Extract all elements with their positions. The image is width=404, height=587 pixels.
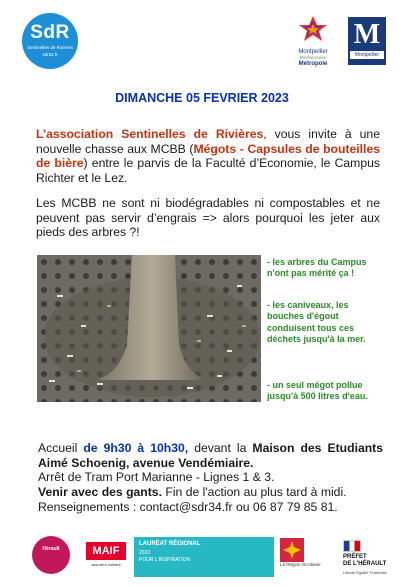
intro-text-2: ) entre le parvis de la Faculté d’Economie, le Campus Richter et le Lez. [36, 156, 380, 185]
laureat-line3: POUR L'INSPIRATION [139, 557, 191, 563]
tram-info: Arrêt de Tram Port Marianne - Lignes 1 & 3. [38, 470, 275, 484]
mcbb-definition: Mégots - Capsules de bouteilles de bière [36, 141, 381, 171]
side-note-drains: - les caniveaux, les bouches d'égout conduisent tous ces déchets jusqu'à la mer. [267, 300, 366, 344]
tree-base-photo-illustration [37, 255, 261, 402]
french-flag-icon [343, 540, 361, 552]
laureat-line1: LAURÉAT RÉGIONAL [139, 541, 201, 547]
meeting-info [38, 441, 383, 471]
metropole-line3: Métropole [298, 60, 328, 67]
side-note-trees: - les arbres du Campus n'ont pas mérité ça ! [267, 257, 367, 279]
montpellier-logo-label: Montpellier [350, 51, 384, 59]
laureat-regional-badge [134, 537, 274, 577]
warning-paragraph: Les MCBB ne sont ni biodégradables ni compostables et ne peuvent pas servir d’engrais => alors pourquoi les jeter aux pieds des arbres ?! [36, 196, 380, 240]
intro-text-1: , vous invite à une nouvelle chasse aux MCBB ( [36, 127, 380, 156]
accueil-mid: devant la [194, 441, 247, 455]
prefet-herault-logo [343, 540, 393, 576]
maif-tagline: assureur militant [91, 562, 121, 567]
occitanie-label: La Région Occitanie [280, 562, 321, 567]
metropole-line1: Montpellier [298, 49, 328, 55]
montpellier-logo-letter: M [353, 19, 381, 50]
event-date: DIMANCHE 05 FEVRIER 2023 [115, 91, 289, 105]
sdr-logo-url: sdr34.fr [42, 51, 58, 57]
occitanie-cross-icon [280, 538, 304, 562]
maif-name: MAIF [86, 542, 126, 560]
budget-participatif-logo [32, 536, 70, 574]
metropole-star-icon [295, 14, 331, 44]
laureat-line2: 2022 [139, 550, 151, 556]
intro-paragraph [36, 127, 380, 185]
prefet-line2: DE L'HÉRAULT [343, 561, 387, 567]
accueil-label: Accueil [38, 441, 78, 455]
contact-info: Renseignements : contact@sdr34.fr ou 06 87 79 85 81. [38, 500, 338, 514]
budget-logo-text: Hérault [42, 546, 60, 552]
sdr-logo-subtitle: Sentinelles de Rivières [27, 45, 73, 50]
gloves-info [38, 485, 383, 500]
prefet-motto: Liberté Égalité Fraternité [343, 570, 387, 575]
sdr-logo-letters: SdR [30, 22, 70, 43]
montpellier-logo [348, 17, 386, 65]
gloves-rest: Fin de l'action au plus tard à midi. [165, 485, 347, 499]
sdr-logo [22, 13, 78, 69]
prefet-line1: PRÉFET [343, 554, 367, 560]
tree-base-photo [37, 255, 261, 402]
metropole-line2: Méditerranée [299, 54, 327, 60]
meeting-place: Maison des Etudiants Aimé Schoenig, avenue Vendémiaire. [38, 441, 384, 470]
meeting-time: de 9h30 à 10h30, [83, 441, 189, 455]
metropole-logo [282, 14, 344, 74]
organization-name: L’association Sentinelles de Rivières [36, 127, 264, 141]
side-note-water: - un seul mégot pollue jusqu'à 500 litres d'eau. [267, 380, 368, 402]
gloves-bold: Venir avec des gants. [38, 485, 162, 499]
maif-logo [86, 542, 126, 576]
